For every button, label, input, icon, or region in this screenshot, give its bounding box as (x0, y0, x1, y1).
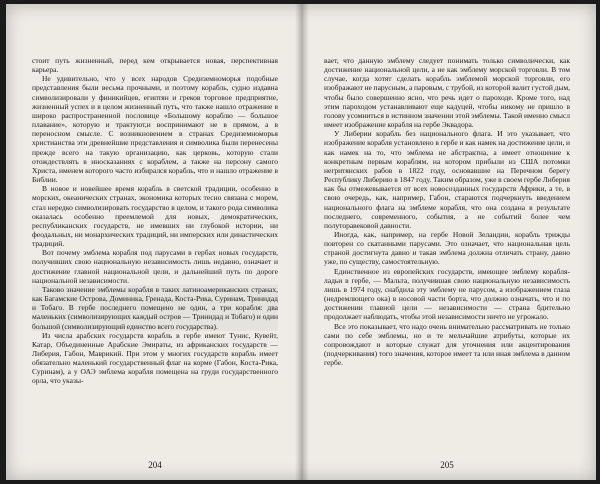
right-page (324, 56, 570, 476)
paragraph: Вот почему эмблема корабля под парусами в гербах новых государств, получивших свою национальную независимость лишь недавно, означает и достижение главной национальной цели, и дальнейший путь по дороге национальной независимости. (32, 248, 278, 285)
paragraph: В новое и новейшее время корабль в светской традиции, особенно в морских, океанических странах, экономика которых тесно связана с морем, стал нередко символизировать государство в целом, и такого рода символика оказалась особенно преемлемой для новых, демократических, республиканских государств, не имевших ни глубокой истории, ни феодальных, ни монархических традиций, ни имперских или династических традиций. (32, 184, 278, 249)
book-spread (6, 4, 596, 480)
left-page (32, 56, 278, 476)
page-number: 205 (440, 460, 454, 470)
paragraph: Иногда, как, например, на гербе Новой Зеландии, корабль трижды повторен со скатанными парусами. Это означает, что национальная цель страной достигнута давно и такая эмблема должна отличать страну, давно уже, по существу, самостоятельную. (324, 229, 570, 267)
book-gutter (295, 4, 309, 480)
paragraph: стоит путь жизненный, перед кем открывается новая, перспективная карьера. (32, 56, 278, 75)
paragraph: Все это показывает, что надо очень внимательно рассматривать не только сами по себе эмблемы, но и те мельчайшие атрибуты, которые их сопровождают и которые служат для уточнения или акцентирования (подчеркивания) того значения, которое имеет та или иная эмблема в данном гербе. (324, 321, 570, 368)
paragraph: вает, что данную эмблему следует понимать только символически, как достижение национальной цели, а не как эмблему морской торговли. В том случае, когда хотят сделать корабль эмблемой морской торговли, его изображают не парусным, а паровым, с трубой, из которой валит густой дым, чтобы было совершенно ясно, что речь идет о пароходе. Кроме того, над этим пароходом устанавливают еще кадуцей, чтобы никому не пришло в голову усомниться в истинном значении этой эмблемы. Такой именно смысл имеет изображение корабля на гербе Эквадора. (324, 56, 570, 130)
left-page-text (32, 56, 278, 386)
right-page-text (324, 56, 570, 367)
paragraph: Таково значение эмблемы корабля в таких латиноамериканских странах, как Багамские Острова, Доминика, Гренада, Коста-Рика, Суринам, Тринидад и Тобаго. В гербе последнего помещено не один, а три корабля: два маленьких (символизирующих каждый остров — Тринидад и Тобаго) и один большой (символизирующий единство всего государства). (32, 284, 278, 331)
paragraph: Единственное из европейских государств, имеющее эмблему корабля-ладьи в гербе, — Мальта, получившая свою национальную независимость лишь в 1974 году, снабдила эту эмблему не парусом, а изображением глаза (недремлющего ока) в носовой части борта, что должно означать, что и по достижении главной цели — независимости — страна бдительно продолжает наблюдать, чтобы этой независимости ничто не угрожало. (324, 266, 570, 322)
paragraph: У Либерии корабль без национального флага. И это указывает, что изображение корабля установлено в гербе и как намек на достижение цели, и как намек на то, что эмблема не абстрактна, а имеет отношение к конкретным первым кораблям, на котором прибыли из США потомки негритянских рабов в 1822 году, основавшие на Перечном берегу Республику Либерию в 1847 году. Таким образом, уже в своем гербе Либерия как бы отмежевывается от всех новосозданных государств Африки, а те, в свою очередь, как, например, Габон, стараются подчеркнуть введением национального флага на эмблеме корабля, что она создана в результате последнего, современного, события, а не событий более чем полуторавековой давности. (324, 129, 570, 230)
paragraph: Не удивительно, что у всех народов Средиземноморья подобные представления были весьма прочными, и поэтому корабль, судно издавна символизировали у финикийцев, египтян и греков торговое предприятие, жизненный успех и в целом жизненный путь, что также нашло отражение в широко распространенной пословице «Большому кораблю — большое плавание», которую и трактуют,и воспринимают не в прямом, а в переносном смысле. С возникновением в странах Средиземноморья христианства эти древнейшие представления и символика были перенесены прежде всего на такую организацию, как церковь, которую стали отождествлять в иносказаниях с кораблем, а также на персону самого Христа, именем которого часто избирался корабль, что и нашло отражение в Библии. (32, 74, 278, 185)
paragraph: Из числа арабских государств корабль в гербе имеют Тунис, Кувейт, Катар, Объединенные Арабские Эмираты, из африканских государств — Либерия, Габон, Маврикий. При этом у многих государств корабль имеет обязательно маленький государственный флаг на корме (Габон, Коста-Рика, Суринам), а у ОАЭ эмблема корабля помещена на груди государственного орла, что указы- (32, 330, 278, 386)
page-number: 204 (148, 460, 162, 470)
